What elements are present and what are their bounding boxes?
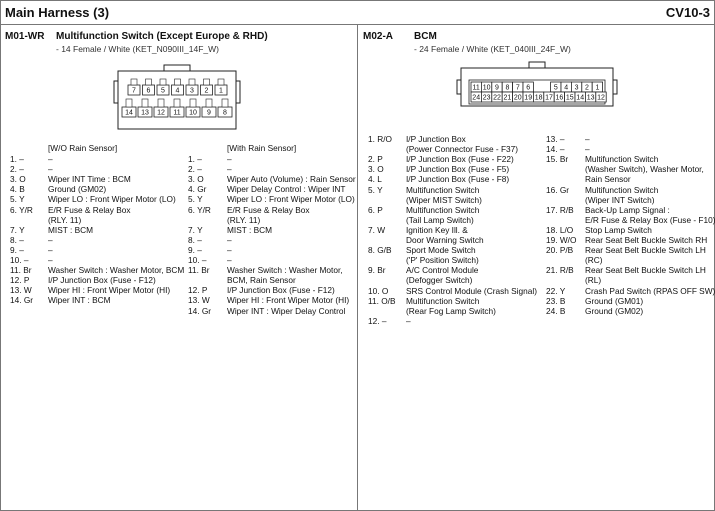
pin-id: 11. Br xyxy=(10,265,32,276)
pin-id: 18. L/O xyxy=(546,224,574,235)
pin-id: 14. Gr xyxy=(188,305,212,316)
pin-description: I/P Junction Box (Fuse - F8) xyxy=(406,174,510,185)
pin-number: 8 xyxy=(505,84,510,92)
pin-number: 22 xyxy=(493,94,501,102)
pin-description: Multifunction Switch xyxy=(406,295,480,306)
pin-description: (Wiper MIST Switch) xyxy=(406,194,482,205)
pin-description: Wiper HI : Front Wiper Motor (HI) xyxy=(227,295,350,306)
pin-description: – xyxy=(585,134,590,144)
pin-number: 13 xyxy=(586,94,595,102)
pin-number: 6 xyxy=(146,87,151,95)
pin-number: 5 xyxy=(553,84,558,92)
pin-id: 3. O xyxy=(368,164,384,175)
pin-description: (RLY. 11) xyxy=(227,214,261,225)
pin-id: 8. – xyxy=(10,234,24,245)
pin-description: I/P Junction Box (Fuse - F12) xyxy=(48,275,156,286)
pin-description: Multifunction Switch xyxy=(406,184,480,195)
pin-number: 15 xyxy=(565,94,574,102)
pin-description: (Tail Lamp Switch) xyxy=(406,214,474,225)
pin-id: 12. P xyxy=(10,275,30,286)
pin-description: Back-Up Lamp Signal : xyxy=(585,204,670,215)
latch-notch xyxy=(190,99,196,107)
pin-description: I/P Junction Box xyxy=(406,134,466,144)
pin-description: (RC) xyxy=(585,255,603,266)
column-header-with-rain: [With Rain Sensor] xyxy=(227,143,297,153)
pin-id: 7. Y xyxy=(10,224,25,235)
pin-number: 20 xyxy=(513,94,522,102)
pin-description: – xyxy=(227,234,232,245)
latch-notch xyxy=(174,99,180,107)
pin-description: (Washer Switch), Washer Motor, xyxy=(585,164,704,175)
pin-description: – xyxy=(406,315,411,326)
connector-spec-left: - 14 Female / White (KET_N090III_14F_W) xyxy=(56,44,219,54)
pin-id: 5. Y xyxy=(188,194,203,205)
connector-diagram-right xyxy=(457,60,617,110)
pin-id: 2. P xyxy=(368,154,383,165)
pin-description: – xyxy=(585,144,590,155)
pin-description: Ignition Key Ill. & xyxy=(406,224,468,235)
pin-id: 6. P xyxy=(368,204,383,215)
latch-notch xyxy=(131,79,137,85)
pin-id: 15. Br xyxy=(546,154,569,165)
connector-diagram-left xyxy=(112,63,242,133)
pin-number: 7 xyxy=(132,87,136,95)
pin-id: 22. Y xyxy=(546,285,566,296)
pin-description: SRS Control Module (Crash Signal) xyxy=(406,285,537,296)
pin-number: 12 xyxy=(157,109,165,117)
pin-id: 2. – xyxy=(10,164,24,175)
pin-id: 13. W xyxy=(188,295,210,306)
pin-description: Wiper INT : Wiper Delay Control xyxy=(227,305,346,316)
pin-description: – xyxy=(227,244,232,255)
pin-description: Ground (GM01) xyxy=(585,295,644,306)
pin-description: – xyxy=(227,154,232,164)
latch-notch xyxy=(206,99,212,107)
pin-description: – xyxy=(48,234,53,245)
pin-number: 11 xyxy=(173,109,181,117)
pin-description: – xyxy=(227,255,232,265)
pin-description: E/R Fuse & Relay Box xyxy=(48,204,131,215)
pin-description: (Defogger Switch) xyxy=(406,275,473,286)
pin-description: I/P Junction Box (Fuse - F12) xyxy=(227,285,335,296)
latch-notch xyxy=(158,99,164,107)
pin-number: 24 xyxy=(472,94,481,102)
pin-description: Multifunction Switch xyxy=(406,204,480,215)
pin-description: Rear Seat Belt Buckle Switch LH xyxy=(585,265,706,276)
pin-id: 8. G/B xyxy=(368,245,392,256)
pin-number: 23 xyxy=(482,94,491,102)
pin-number: 3 xyxy=(574,84,579,92)
pin-number: 10 xyxy=(189,109,197,117)
pin-description: Rain Sensor xyxy=(585,174,631,185)
pin-number: 1 xyxy=(219,87,223,95)
pin-id: 14. Gr xyxy=(10,295,34,306)
connector-id-left: M01-WR xyxy=(5,31,45,42)
latch-notch xyxy=(222,99,228,107)
pin-id: 5. Y xyxy=(10,194,25,205)
latch-notch xyxy=(175,79,181,85)
pin-id: 6. Y/R xyxy=(188,204,211,215)
pin-number: 6 xyxy=(526,84,531,92)
pin-description: I/P Junction Box (Fuse - F5) xyxy=(406,164,510,175)
pin-number: 11 xyxy=(472,84,480,92)
latch-notch xyxy=(218,79,224,85)
pin-id: 3. O xyxy=(10,174,26,185)
pin-id: 7. W xyxy=(368,224,386,235)
pin-description: A/C Control Module xyxy=(406,265,479,276)
pin-description: (RLY. 11) xyxy=(48,214,82,225)
pin-id: 24. B xyxy=(546,305,566,316)
pin-description: ('P' Position Switch) xyxy=(406,255,479,266)
pin-description: Ground (GM02) xyxy=(48,184,107,195)
pin-description: Wiper INT : BCM xyxy=(48,295,111,306)
section-divider xyxy=(357,25,358,511)
pin-description: Ground (GM02) xyxy=(585,305,644,316)
connector-spec-right: - 24 Female / White (KET_040III_24F_W) xyxy=(414,44,571,54)
pin-number: 21 xyxy=(503,94,512,102)
pin-description: MIST : BCM xyxy=(227,224,273,235)
pin-description: I/P Junction Box (Fuse - F22) xyxy=(406,154,514,165)
pin-number: 3 xyxy=(190,87,194,95)
pin-number: 19 xyxy=(524,94,533,102)
pin-number: 4 xyxy=(175,87,180,95)
connector-name-left: Multifunction Switch (Except Europe & RHD) xyxy=(56,31,268,42)
pin-description: Wiper LO : Front Wiper Motor (LO) xyxy=(227,194,355,205)
pin-description: Sport Mode Switch xyxy=(406,245,476,256)
pin-id: 1. R/O xyxy=(368,134,392,144)
pin-id: 7. Y xyxy=(188,224,203,235)
column-header-wo-rain: [W/O Rain Sensor] xyxy=(48,143,118,153)
pin-description: Wiper LO : Front Wiper Motor (LO) xyxy=(48,194,176,205)
pin-number: 4 xyxy=(564,84,569,92)
pin-id: 12. P xyxy=(188,285,208,296)
pin-description: (RL) xyxy=(585,275,602,286)
pin-id: 20. P/B xyxy=(546,245,574,256)
pin-description: (Power Connector Fuse - F37) xyxy=(406,144,519,155)
pin-id: 10. O xyxy=(368,285,389,296)
pin-id: 19. W/O xyxy=(546,235,577,245)
pin-number: 14 xyxy=(125,109,133,117)
harness-title: Main Harness (3) xyxy=(5,5,110,20)
pin-number: 18 xyxy=(534,94,543,102)
latch-notch xyxy=(189,79,195,85)
pin-description: (Rear Fog Lamp Switch) xyxy=(406,305,496,316)
pin-number: 10 xyxy=(482,84,491,92)
pin-description: Rear Seat Belt Buckle Switch RH xyxy=(585,235,708,245)
latch-notch xyxy=(142,99,148,107)
pin-id: 2. – xyxy=(188,164,202,175)
pin-description: Washer Switch : Washer Motor, xyxy=(227,265,343,276)
pin-id: 16. Gr xyxy=(546,184,570,195)
pin-id: 4. B xyxy=(10,184,25,195)
pin-id: 17. R/B xyxy=(546,204,574,215)
pin-description: Crash Pad Switch (RPAS OFF SW) xyxy=(585,285,715,296)
latch-notch xyxy=(146,79,152,85)
pin-id: 4. L xyxy=(368,174,382,185)
pin-description: Wiper Delay Control : Wiper INT xyxy=(227,184,346,195)
pin-number: 2 xyxy=(204,87,209,95)
pin-id: 14. – xyxy=(546,144,565,155)
pin-description: – xyxy=(48,255,53,265)
pin-description: Multifunction Switch xyxy=(585,154,659,165)
latch-notch xyxy=(160,79,166,85)
pin-id: 1. – xyxy=(10,154,24,164)
pin-number: 13 xyxy=(141,109,149,117)
pin-id: 5. Y xyxy=(368,184,383,195)
pin-description: MIST : BCM xyxy=(48,224,94,235)
header-bar xyxy=(0,0,715,25)
pin-number: 16 xyxy=(555,94,564,102)
pin-description: (Wiper INT Switch) xyxy=(585,194,655,205)
pin-description: Wiper Auto (Volume) : Rain Sensor xyxy=(227,174,356,185)
pin-description: E/R Fuse & Relay Box (Fuse - F10) xyxy=(585,214,715,225)
pin-id: 13. – xyxy=(546,134,565,144)
pin-number: 14 xyxy=(576,94,585,102)
pin-id: 11. Br xyxy=(188,265,210,276)
pin-number: 17 xyxy=(545,94,553,102)
pin-id: 23. B xyxy=(546,295,566,306)
latch-notch xyxy=(126,99,132,107)
pin-number: 1 xyxy=(595,84,600,92)
pin-description: Washer Switch : Washer Motor, BCM xyxy=(48,265,185,276)
pin-description: Door Warning Switch xyxy=(406,235,484,245)
pin-description: Multifunction Switch xyxy=(585,184,659,195)
pin-number: 12 xyxy=(597,94,605,102)
pin-number: 2 xyxy=(585,84,589,92)
pin-description: – xyxy=(227,164,232,175)
pin-number: 5 xyxy=(161,87,165,95)
pin-description: – xyxy=(48,244,53,255)
pin-id: 1. – xyxy=(188,154,202,164)
pin-id: 9. – xyxy=(188,244,202,255)
pin-description: Wiper HI : Front Wiper Motor (HI) xyxy=(48,285,171,296)
pin-number: 7 xyxy=(515,84,520,92)
page-code: CV10-3 xyxy=(665,5,710,20)
connector-name-right: BCM xyxy=(414,31,437,42)
pin-description: BCM, Rain Sensor xyxy=(227,275,296,286)
pin-description: – xyxy=(48,154,53,164)
pin-number: 9 xyxy=(207,109,211,117)
pin-id: 11. O/B xyxy=(368,295,396,306)
pin-id: 9. – xyxy=(10,244,24,255)
pin-description: E/R Fuse & Relay Box xyxy=(227,204,310,215)
pin-id: 12. – xyxy=(368,315,387,326)
pin-id: 3. O xyxy=(188,174,204,185)
pin-id: 21. R/B xyxy=(546,265,574,276)
pin-id: 8. – xyxy=(188,234,202,245)
latch-notch xyxy=(204,79,210,85)
pin-id: 9. Br xyxy=(368,265,386,276)
pin-id: 4. Gr xyxy=(188,184,207,195)
pin-id: 10. – xyxy=(188,255,207,265)
pin-description: Stop Lamp Switch xyxy=(585,224,652,235)
pin-description: Rear Seat Belt Buckle Switch LH xyxy=(585,245,706,256)
pin-number: 9 xyxy=(495,84,499,92)
pin-id: 10. – xyxy=(10,255,29,265)
connector-id-right: M02-A xyxy=(363,31,394,42)
pin-description: Wiper INT Time : BCM xyxy=(48,174,131,185)
pin-id: 6. Y/R xyxy=(10,204,33,215)
pin-description: – xyxy=(48,164,53,175)
pin-number: 8 xyxy=(223,109,227,117)
pin-id: 13. W xyxy=(10,285,32,296)
